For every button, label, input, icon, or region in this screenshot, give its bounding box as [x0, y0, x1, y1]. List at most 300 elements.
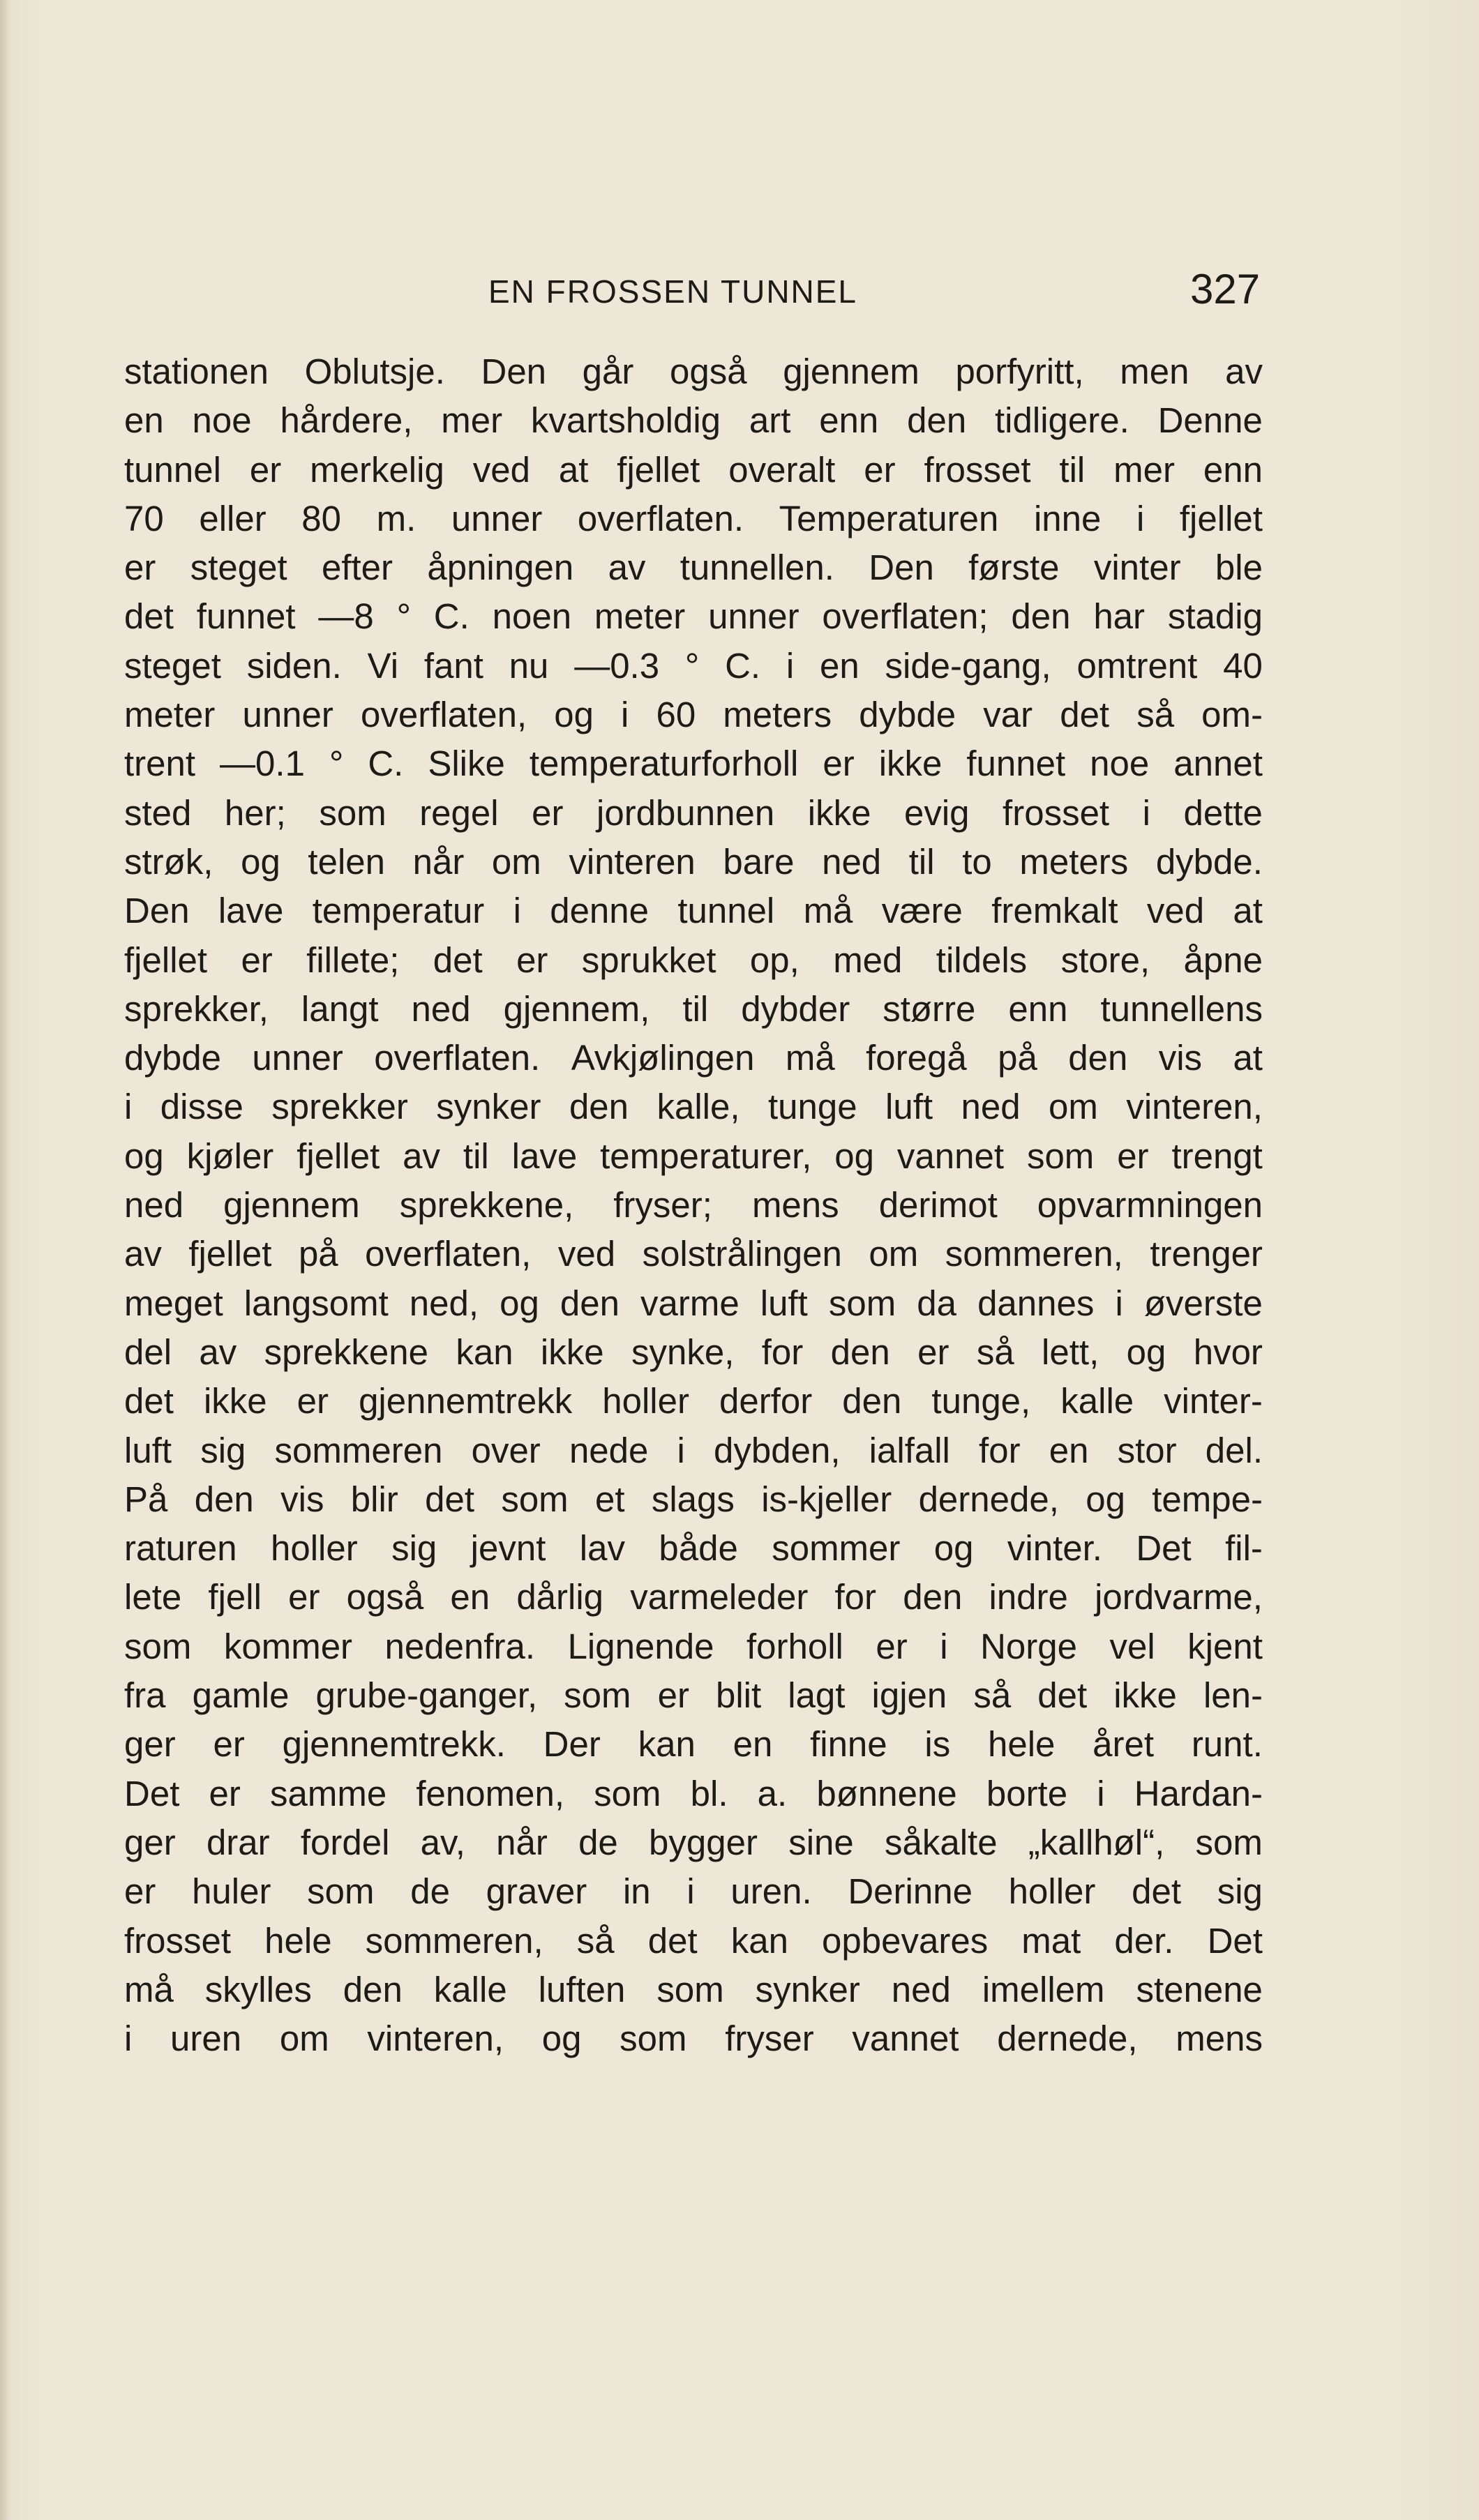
- word: enn: [1008, 988, 1068, 1029]
- word: fryser: [725, 2019, 814, 2059]
- word: lete: [124, 1577, 182, 1617]
- word: C.: [725, 645, 761, 686]
- text-line: [124, 2014, 1263, 2063]
- word: synke,: [631, 1331, 735, 1372]
- word: tunnellen.: [680, 548, 834, 588]
- word: ved: [557, 1234, 616, 1274]
- word: enn: [1203, 449, 1263, 490]
- word: som: [307, 1871, 375, 1912]
- word: C.: [433, 596, 470, 637]
- word: kalle: [1060, 1381, 1134, 1421]
- word: er: [876, 1626, 908, 1666]
- word: kalle,: [656, 1087, 740, 1127]
- word: ned: [961, 1087, 1021, 1127]
- word: hele: [988, 1724, 1056, 1765]
- word: fryser;: [613, 1185, 712, 1225]
- word: bare: [723, 841, 795, 882]
- text-line: [124, 886, 1263, 935]
- word: vinter: [1093, 548, 1181, 588]
- word: det: [124, 1381, 174, 1421]
- word: sprekker: [271, 1087, 408, 1127]
- word: trengt: [1171, 1135, 1263, 1176]
- word: stor: [1117, 1430, 1177, 1470]
- word: året: [1093, 1724, 1155, 1765]
- word: derimot: [878, 1185, 998, 1225]
- word: tunge,: [931, 1381, 1031, 1421]
- word: fant: [423, 645, 483, 686]
- text-line: [124, 1034, 1263, 1082]
- word: overflaten,: [365, 1234, 532, 1274]
- word: drar: [206, 1822, 270, 1862]
- word: Oblutsje.: [304, 352, 445, 391]
- word: store,: [1060, 940, 1150, 980]
- word: må: [803, 891, 853, 931]
- word: i: [786, 645, 795, 686]
- word: trent: [124, 744, 196, 784]
- word: den: [569, 1087, 629, 1127]
- word: en: [124, 400, 164, 441]
- text-line: [124, 789, 1263, 838]
- word: solstrålingen: [642, 1234, 842, 1274]
- word: den: [343, 1969, 403, 2009]
- text-line: [124, 1082, 1263, 1131]
- word: på: [998, 1038, 1037, 1078]
- word: fillete;: [306, 940, 400, 980]
- word: over: [471, 1430, 541, 1470]
- word: så: [1136, 695, 1175, 735]
- word: en: [1049, 1430, 1089, 1470]
- word: så: [973, 1675, 1012, 1716]
- word: fjellet: [296, 1135, 380, 1176]
- word: de: [410, 1871, 450, 1912]
- word: ikke: [540, 1331, 604, 1372]
- word: på: [298, 1234, 338, 1274]
- word: vannet: [896, 1135, 1005, 1176]
- word: må: [124, 1969, 174, 2009]
- word: porfyritt,: [955, 352, 1084, 391]
- word: som: [594, 1773, 661, 1813]
- word: som: [124, 1626, 192, 1666]
- word: overflaten,: [360, 695, 527, 735]
- word: graver: [486, 1871, 587, 1912]
- word: fjell: [208, 1577, 262, 1617]
- word: så: [976, 1331, 1014, 1372]
- word: der.: [1114, 1920, 1174, 1961]
- word: jevnt: [470, 1528, 546, 1569]
- word: lave: [511, 1135, 578, 1176]
- word: når: [412, 841, 465, 882]
- word: varmeleder: [630, 1577, 809, 1617]
- word: i: [677, 1430, 685, 1470]
- word: fordel: [300, 1822, 390, 1862]
- word: de: [578, 1822, 618, 1862]
- word: så: [576, 1920, 615, 1961]
- word: av: [608, 548, 646, 588]
- word: holler: [1008, 1871, 1096, 1912]
- word: da: [917, 1283, 957, 1323]
- text-line: [124, 1867, 1263, 1916]
- word: efter: [321, 548, 393, 588]
- word: noe: [192, 400, 252, 441]
- word: vis: [280, 1479, 324, 1519]
- word: vinteren,: [1126, 1087, 1263, 1127]
- word: del.: [1205, 1430, 1263, 1470]
- word: kan: [730, 1920, 788, 1961]
- word: gjennemtrekk.: [282, 1724, 506, 1765]
- word: vis: [1158, 1038, 1203, 1078]
- word: en: [733, 1724, 773, 1765]
- word: i: [1097, 1773, 1105, 1813]
- word: opvarmningen: [1037, 1185, 1263, 1225]
- word: varme: [640, 1283, 740, 1323]
- word: jordbunnen: [596, 792, 775, 833]
- word: inne: [1033, 498, 1102, 538]
- text-line: [124, 642, 1263, 691]
- word: mer: [1113, 449, 1175, 490]
- word: unner: [708, 596, 799, 637]
- word: tunnellens: [1100, 988, 1263, 1029]
- word: er: [213, 1724, 245, 1765]
- word: Denne: [1157, 400, 1263, 441]
- word: dernede,: [997, 2019, 1138, 2059]
- word: ned: [891, 1969, 951, 2009]
- word: kommer: [223, 1626, 353, 1666]
- word: er: [657, 1675, 689, 1716]
- word: første: [968, 548, 1060, 588]
- word: av,: [420, 1822, 465, 1862]
- word: Norge: [980, 1626, 1077, 1666]
- word: det: [1132, 1871, 1182, 1912]
- word: in: [622, 1871, 651, 1912]
- word: temperatur: [312, 891, 485, 931]
- word: her;: [224, 792, 286, 833]
- word: sted: [124, 792, 192, 833]
- word: Det: [1136, 1528, 1192, 1569]
- word: vel: [1109, 1626, 1155, 1666]
- word: i: [621, 695, 629, 735]
- word: av: [124, 1234, 162, 1274]
- word: uren: [170, 2019, 242, 2059]
- word: går: [582, 352, 634, 391]
- word: sommeren: [274, 1430, 443, 1470]
- word: i: [124, 2019, 133, 2059]
- text-line: [124, 1671, 1263, 1720]
- word: annet: [1173, 744, 1263, 784]
- word: i: [513, 891, 521, 931]
- word: merkelig: [310, 449, 444, 490]
- word: bønnene: [816, 1773, 957, 1813]
- word: sprekkene,: [399, 1185, 574, 1225]
- word: for: [761, 1331, 804, 1372]
- word: fra: [124, 1675, 166, 1716]
- word: om: [279, 2019, 329, 2059]
- word: meget: [124, 1283, 223, 1323]
- word: gjennem: [783, 352, 919, 391]
- word: overflaten;: [822, 596, 989, 637]
- running-head: EN FROSSEN TUNNEL: [488, 273, 858, 310]
- word: unner: [252, 1038, 343, 1078]
- word: holler: [270, 1528, 358, 1569]
- word: dybde: [859, 695, 956, 735]
- word: fjellet: [188, 1234, 272, 1274]
- text-line: [124, 1573, 1263, 1622]
- word: dybde.: [1155, 841, 1263, 882]
- word: og: [834, 1135, 875, 1176]
- word: °: [329, 744, 344, 784]
- word: nu: [509, 645, 549, 686]
- word: sprekker,: [124, 988, 269, 1029]
- word: ned: [124, 1185, 184, 1225]
- word: disse: [160, 1087, 243, 1127]
- word: Slike: [428, 744, 505, 784]
- word: om: [491, 841, 541, 882]
- text-line: [124, 936, 1263, 985]
- word: trenger: [1150, 1234, 1263, 1274]
- word: kan: [456, 1331, 513, 1372]
- word: er: [124, 1871, 156, 1912]
- word: at: [1233, 891, 1263, 931]
- word: og: [933, 1528, 974, 1569]
- text-line: [124, 1770, 1263, 1818]
- word: bygger: [649, 1822, 758, 1862]
- word: til: [908, 841, 935, 882]
- word: Den: [124, 891, 190, 931]
- word: dannes: [977, 1283, 1095, 1323]
- word: nedenfra.: [384, 1626, 536, 1666]
- text-line: [124, 1524, 1263, 1573]
- word: ned: [822, 841, 882, 882]
- word: vinter-: [1164, 1381, 1263, 1421]
- text-line: [124, 1622, 1263, 1671]
- word: med: [833, 940, 903, 980]
- word: kjent: [1187, 1626, 1263, 1666]
- text-line: [124, 1230, 1263, 1278]
- word: ble: [1215, 548, 1263, 588]
- word: sommer: [772, 1528, 901, 1569]
- word: steget: [190, 548, 287, 588]
- word: er: [864, 449, 896, 490]
- word: mat: [1021, 1920, 1081, 1961]
- text-line: [124, 1426, 1263, 1475]
- word: Avkjølingen: [571, 1038, 755, 1078]
- word: hvor: [1193, 1331, 1263, 1372]
- word: opbevares: [822, 1920, 989, 1961]
- word: både: [659, 1528, 738, 1569]
- word: forholl: [746, 1626, 843, 1666]
- word: i: [1136, 498, 1145, 538]
- text-line: [124, 543, 1263, 592]
- word: kan: [638, 1724, 696, 1765]
- word: skylles: [204, 1969, 312, 2009]
- word: Derinne: [848, 1871, 973, 1912]
- word: en: [450, 1577, 490, 1617]
- word: at: [1233, 1038, 1263, 1078]
- word: av: [199, 1331, 237, 1372]
- word: På: [124, 1479, 168, 1519]
- word: når: [496, 1822, 548, 1862]
- word: finne: [810, 1724, 887, 1765]
- word: også: [346, 1577, 424, 1617]
- word: C.: [368, 744, 404, 784]
- word: uren.: [730, 1871, 812, 1912]
- word: det: [425, 1479, 474, 1519]
- word: er: [823, 744, 855, 784]
- word: og: [554, 695, 594, 735]
- word: og: [541, 2019, 582, 2059]
- word: imellem: [982, 1969, 1105, 2009]
- word: er: [209, 1773, 241, 1813]
- word: derfor: [719, 1381, 813, 1421]
- word: runt.: [1191, 1724, 1263, 1765]
- word: og: [241, 841, 280, 882]
- word: kalle: [433, 1969, 507, 2009]
- word: ikke: [878, 744, 943, 784]
- word: det: [124, 596, 174, 637]
- text-line: [124, 985, 1263, 1034]
- word: tempe-: [1152, 1479, 1263, 1519]
- word: sommeren,: [365, 1920, 543, 1961]
- word: som: [501, 1479, 569, 1519]
- word: —0.1: [220, 744, 305, 784]
- word: den: [903, 1577, 963, 1617]
- word: for: [979, 1430, 1021, 1470]
- word: noen: [492, 596, 572, 637]
- word: Lignende: [567, 1626, 714, 1666]
- word: regel: [419, 792, 499, 833]
- word: er: [241, 940, 273, 980]
- word: Der: [543, 1724, 601, 1765]
- word: temperaturforholl: [529, 744, 799, 784]
- word: vannet: [852, 2019, 959, 2059]
- word: den: [907, 400, 967, 441]
- word: lave: [218, 891, 284, 931]
- word: Det: [124, 1773, 180, 1813]
- word: Det: [1207, 1920, 1263, 1961]
- word: langt: [301, 988, 379, 1029]
- word: av: [403, 1135, 441, 1176]
- word: Den: [481, 352, 547, 391]
- word: ikke: [203, 1381, 267, 1421]
- word: i: [124, 1087, 133, 1127]
- word: op,: [749, 940, 799, 980]
- word: det: [647, 1920, 698, 1961]
- word: len-: [1203, 1675, 1263, 1716]
- word: gamle: [192, 1675, 290, 1716]
- word: dernede,: [918, 1479, 1059, 1519]
- word: m.: [376, 498, 416, 538]
- word: men: [1120, 352, 1189, 391]
- word: kjøler: [186, 1135, 274, 1176]
- word: det: [433, 940, 483, 980]
- word: mens: [1176, 2019, 1263, 2059]
- word: huler: [192, 1871, 271, 1912]
- word: tunnel: [677, 891, 775, 931]
- word: sommeren,: [945, 1234, 1123, 1274]
- word: som: [564, 1675, 631, 1716]
- word: sine: [788, 1822, 854, 1862]
- word: ikke: [1113, 1675, 1177, 1716]
- word: funnet: [196, 596, 296, 637]
- word: blir: [350, 1479, 398, 1519]
- word: raturen: [124, 1528, 237, 1569]
- word: gjennemtrekk: [359, 1381, 573, 1421]
- word: stadig: [1167, 596, 1263, 637]
- text-line: [124, 1132, 1263, 1181]
- word: er: [249, 449, 282, 490]
- word: kvartsholdig: [530, 400, 721, 441]
- word: den: [194, 1479, 254, 1519]
- text-line: [124, 495, 1263, 543]
- word: gjennem,: [503, 988, 650, 1029]
- word: is-kjeller: [761, 1479, 892, 1519]
- word: side-gang,: [885, 645, 1051, 686]
- word: for: [834, 1577, 877, 1617]
- word: indre: [989, 1577, 1068, 1617]
- word: stationen: [124, 352, 269, 391]
- word: temperaturer,: [600, 1135, 812, 1176]
- word: igjen: [871, 1675, 947, 1716]
- word: nede: [569, 1430, 649, 1470]
- word: tidligere.: [995, 400, 1129, 441]
- word: sig: [200, 1430, 246, 1470]
- text-line: [124, 1966, 1263, 2014]
- word: det: [1060, 695, 1110, 735]
- word: ned: [411, 988, 471, 1029]
- word: ikke: [807, 792, 871, 833]
- word: 40: [1223, 645, 1263, 686]
- word: åpningen: [427, 548, 574, 588]
- word: fjellet: [1179, 498, 1263, 538]
- text-line: [124, 1917, 1263, 1966]
- word: er: [532, 792, 564, 833]
- word: og: [1126, 1331, 1166, 1372]
- word: synker: [436, 1087, 541, 1127]
- body-text: [124, 347, 1263, 2063]
- word: overalt: [728, 449, 836, 490]
- word: art: [749, 400, 791, 441]
- word: den: [1011, 596, 1071, 637]
- word: lett,: [1042, 1331, 1099, 1372]
- word: holler: [602, 1381, 689, 1421]
- word: °: [684, 645, 700, 686]
- word: luft: [885, 1087, 933, 1127]
- word: frosset: [924, 449, 1031, 490]
- word: langsomt: [243, 1283, 389, 1323]
- word: Den: [869, 548, 934, 588]
- word: funnet: [966, 744, 1066, 784]
- word: gjennem: [223, 1185, 360, 1225]
- word: hårdere,: [280, 400, 413, 441]
- word: fjellet: [124, 940, 208, 980]
- word: som: [319, 792, 386, 833]
- word: av: [1225, 352, 1263, 391]
- word: i: [1115, 1283, 1123, 1323]
- word: dybder: [741, 988, 850, 1029]
- word: er: [516, 940, 548, 980]
- word: ved: [472, 449, 530, 490]
- word: at: [558, 449, 589, 490]
- word: og: [124, 1135, 164, 1176]
- text-line: [124, 1818, 1263, 1867]
- word: samme: [270, 1773, 387, 1813]
- word: slags: [651, 1479, 735, 1519]
- word: Hardan-: [1134, 1773, 1263, 1813]
- word: Vi: [367, 645, 399, 686]
- word: som: [1195, 1822, 1263, 1862]
- word: —8: [318, 596, 374, 637]
- word: synker: [755, 1969, 860, 2009]
- word: luften: [538, 1969, 626, 2009]
